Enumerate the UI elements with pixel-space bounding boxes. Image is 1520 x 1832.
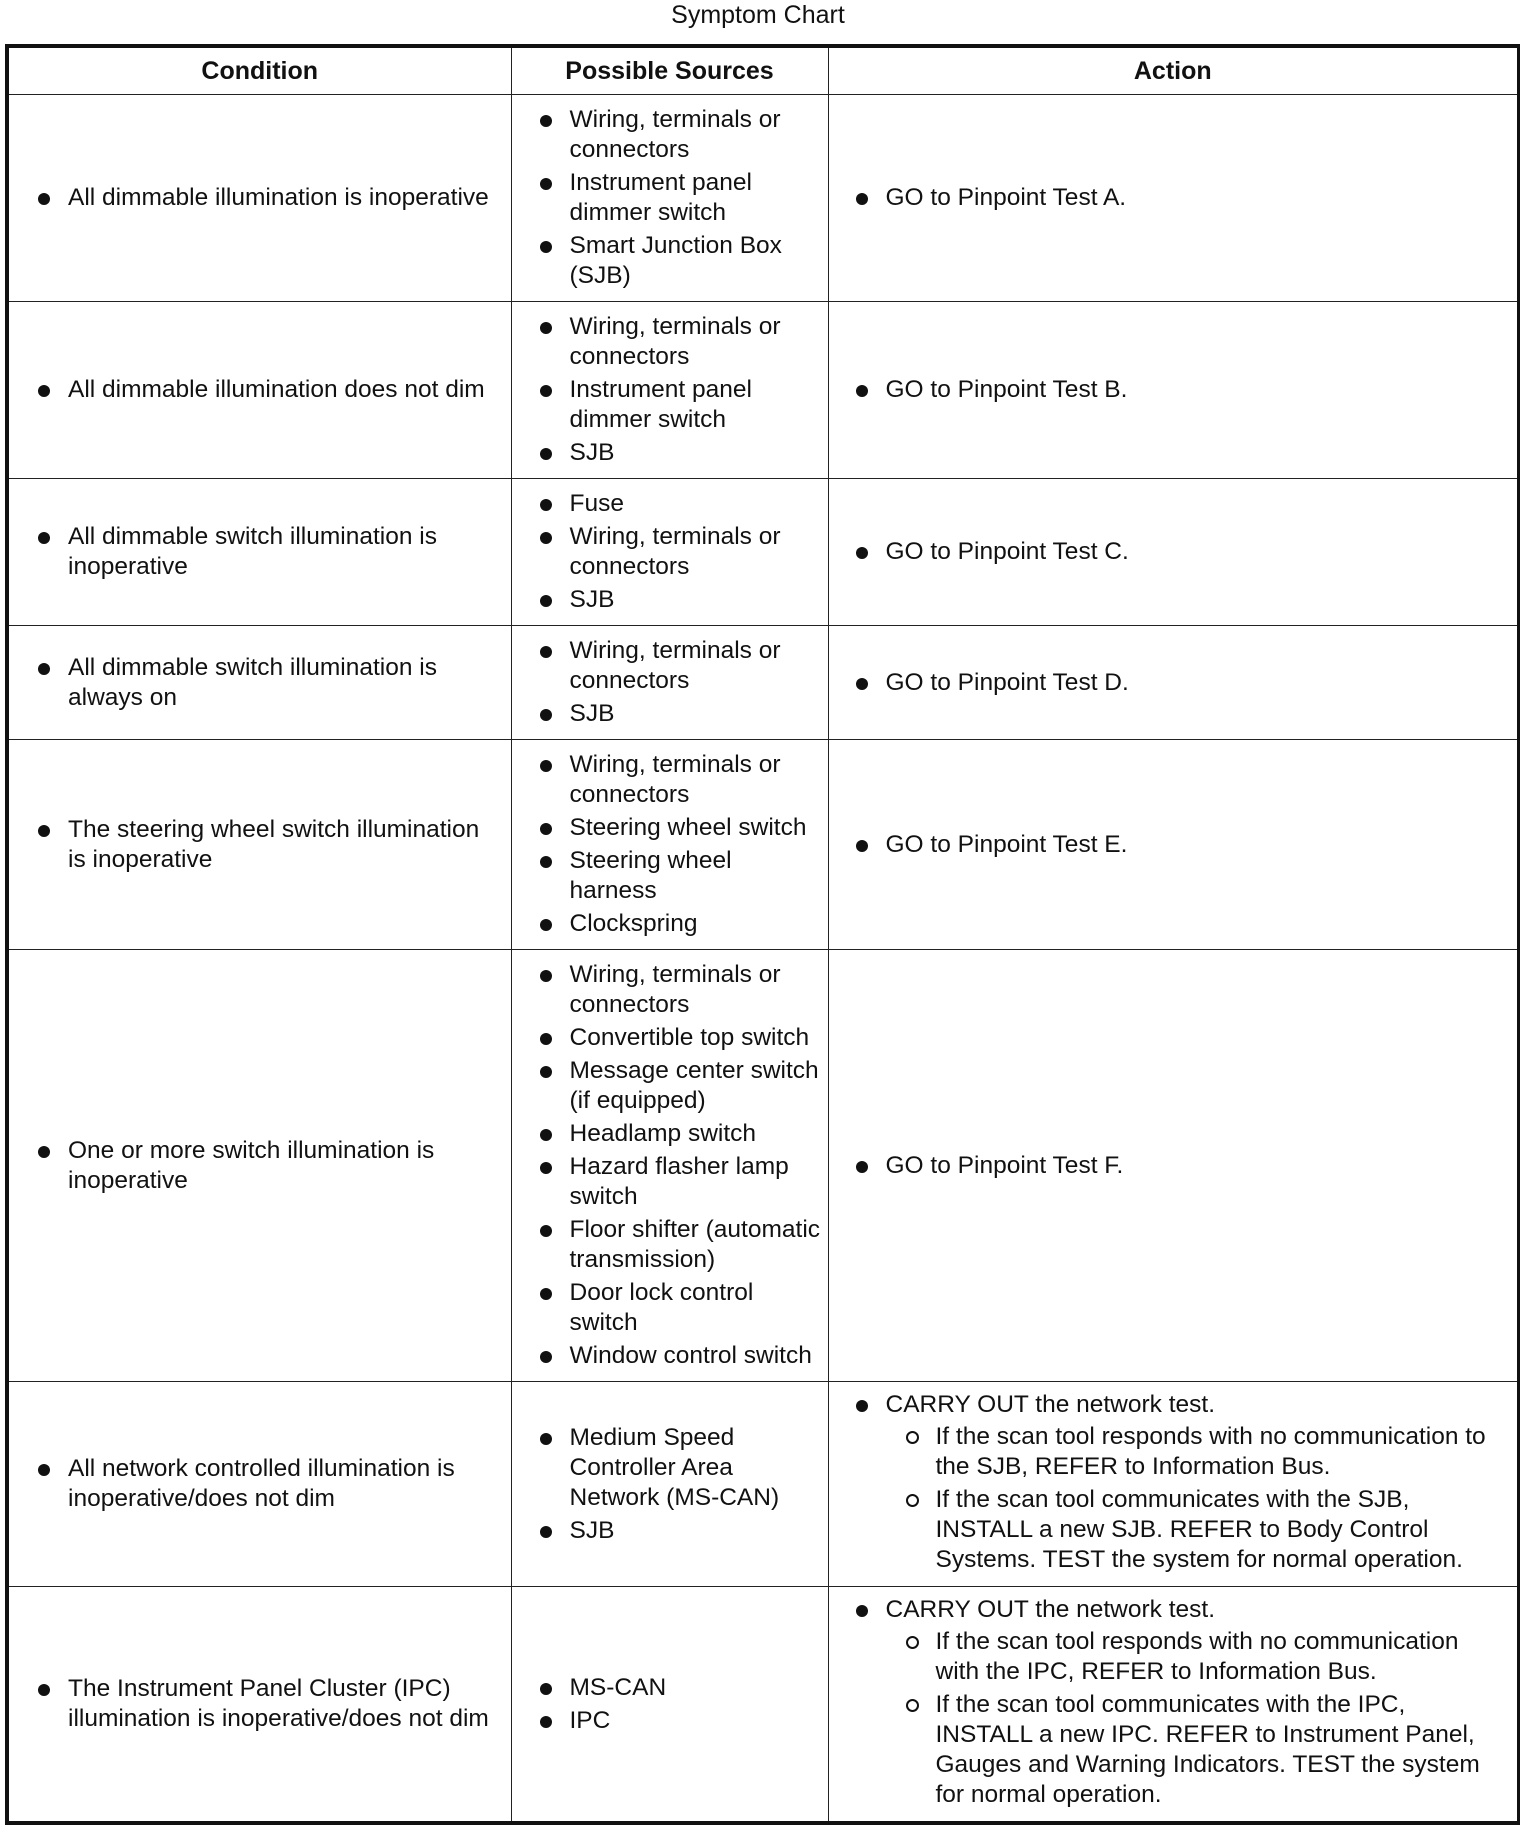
condition-list	[9, 1674, 511, 1734]
table-row	[7, 740, 1519, 950]
condition-item: All dimmable switch illumination is always on	[68, 653, 503, 713]
symptom-table	[5, 44, 1520, 1825]
table-row	[7, 626, 1519, 740]
action-sub-item: If the scan tool responds with no communication with the IPC, REFER to Information Bus.	[936, 1627, 1508, 1687]
source-item: Wiring, terminals or connectors	[570, 750, 822, 810]
condition-cell	[7, 740, 511, 950]
condition-item: All dimmable illumination is inoperative	[68, 183, 503, 213]
action-item	[886, 1151, 1508, 1181]
action-cell	[828, 479, 1519, 626]
condition-item: All dimmable illumination does not dim	[68, 375, 503, 405]
action-list	[829, 1382, 1518, 1586]
condition-list	[9, 815, 511, 875]
action-list	[829, 1143, 1518, 1189]
sources-list	[512, 95, 828, 301]
condition-item: All network controlled illumination is inoperative/does not dim	[68, 1454, 503, 1514]
source-item: SJB	[570, 699, 822, 729]
condition-item: One or more switch illumination is inoperative	[68, 1136, 503, 1196]
condition-list	[9, 522, 511, 582]
action-cell	[828, 95, 1519, 302]
source-item: Hazard flasher lamp switch	[570, 1152, 822, 1212]
sources-list	[512, 302, 828, 478]
action-item	[886, 1390, 1508, 1575]
action-list	[829, 1587, 1518, 1821]
action-text: GO to Pinpoint Test A.	[885, 184, 1127, 211]
possible-sources-cell	[511, 302, 828, 479]
condition-cell	[7, 302, 511, 479]
table-row	[7, 479, 1519, 626]
action-sub-item: If the scan tool responds with no communication to the SJB, REFER to Information Bus.	[936, 1422, 1508, 1482]
action-item	[886, 830, 1508, 860]
action-text: GO to Pinpoint Test D.	[885, 668, 1129, 696]
table-row	[7, 95, 1519, 302]
possible-sources-cell	[511, 950, 828, 1382]
sources-list	[512, 740, 828, 949]
action-sub-list	[886, 1627, 1508, 1810]
source-item: IPC	[570, 1706, 822, 1736]
source-item: Headlamp switch	[570, 1119, 822, 1149]
action-text: GO to Pinpoint Test B.	[885, 376, 1128, 403]
source-item: Smart Junction Box (SJB)	[570, 231, 822, 291]
action-cell	[828, 626, 1519, 740]
source-item: Instrument panel dimmer switch	[570, 375, 822, 435]
action-list	[829, 822, 1518, 868]
action-list	[829, 175, 1518, 221]
action-text: CARRY OUT the network test.	[885, 1596, 1216, 1623]
table-row	[7, 1382, 1519, 1587]
condition-cell	[7, 95, 511, 302]
possible-sources-cell	[511, 479, 828, 626]
header-action: Action	[828, 46, 1519, 95]
source-item: Message center switch (if equipped)	[570, 1056, 822, 1116]
action-item	[886, 668, 1508, 698]
condition-item: The steering wheel switch illumination is inoperative	[68, 815, 503, 875]
condition-cell	[7, 950, 511, 1382]
action-sub-list	[886, 1422, 1508, 1575]
source-item: Wiring, terminals or connectors	[570, 312, 822, 372]
source-item: Clockspring	[570, 909, 822, 939]
source-item: Wiring, terminals or connectors	[570, 105, 822, 165]
action-text: GO to Pinpoint Test F.	[885, 1151, 1124, 1179]
source-item: Medium Speed Controller Area Network (MS-CAN)	[570, 1423, 822, 1513]
header-condition: Condition	[7, 46, 511, 95]
action-sub-item: If the scan tool communicates with the IPC, INSTALL a new IPC. REFER to Instrument Panel, Gauges and Warning Indicators. TEST the system for normal operation.	[936, 1690, 1508, 1810]
action-list	[829, 529, 1518, 575]
action-text: CARRY OUT the network test.	[885, 1391, 1216, 1418]
action-list	[829, 660, 1518, 706]
condition-cell	[7, 479, 511, 626]
condition-item: All dimmable switch illumination is inoperative	[68, 522, 503, 582]
action-cell	[828, 740, 1519, 950]
source-item: Instrument panel dimmer switch	[570, 168, 822, 228]
action-item	[886, 1595, 1508, 1810]
source-item: Door lock control switch	[570, 1278, 822, 1338]
action-cell	[828, 302, 1519, 479]
condition-list	[9, 183, 511, 213]
source-item: SJB	[570, 1516, 822, 1546]
source-item: Fuse	[570, 489, 822, 519]
action-item	[886, 183, 1508, 213]
table-row	[7, 950, 1519, 1382]
source-item: Steering wheel switch	[570, 813, 822, 843]
header-possible-sources: Possible Sources	[511, 46, 828, 95]
action-sub-item: If the scan tool communicates with the SJB, INSTALL a new SJB. REFER to Body Control Systems. TEST the system for normal operation.	[936, 1485, 1508, 1575]
source-item: MS-CAN	[570, 1673, 822, 1703]
source-item: Steering wheel harness	[570, 846, 822, 906]
possible-sources-cell	[511, 1382, 828, 1587]
source-item: Wiring, terminals or connectors	[570, 960, 822, 1020]
source-item: SJB	[570, 585, 822, 615]
table-row	[7, 302, 1519, 479]
chart-title-text: Symptom Chart	[671, 1, 845, 29]
action-cell	[828, 1587, 1519, 1824]
sources-list	[512, 1413, 828, 1556]
table-body	[7, 95, 1519, 1824]
possible-sources-cell	[511, 95, 828, 302]
sources-list	[512, 1663, 828, 1746]
action-text: GO to Pinpoint Test C.	[885, 538, 1129, 565]
action-text: GO to Pinpoint Test E.	[885, 830, 1128, 858]
condition-list	[9, 375, 511, 405]
sources-list	[512, 479, 828, 625]
action-cell	[828, 1382, 1519, 1587]
sources-list	[512, 950, 828, 1381]
possible-sources-cell	[511, 1587, 828, 1824]
condition-list	[9, 653, 511, 713]
action-item	[886, 537, 1508, 567]
header-row	[7, 46, 1519, 95]
source-item: Window control switch	[570, 1341, 822, 1371]
source-item: SJB	[570, 438, 822, 468]
chart-title	[0, 0, 1520, 32]
source-item: Wiring, terminals or connectors	[570, 522, 822, 582]
source-item: Floor shifter (automatic transmission)	[569, 1216, 821, 1273]
action-cell	[828, 950, 1519, 1382]
condition-list	[9, 1136, 511, 1196]
possible-sources-cell	[511, 740, 828, 950]
possible-sources-cell	[511, 626, 828, 740]
action-item	[886, 375, 1508, 405]
sources-list	[512, 626, 828, 739]
condition-item: The Instrument Panel Cluster (IPC) illumination is inoperative/does not dim	[68, 1674, 503, 1734]
condition-cell	[7, 626, 511, 740]
source-item: Convertible top switch	[570, 1023, 822, 1053]
condition-list	[9, 1454, 511, 1514]
condition-cell	[7, 1382, 511, 1587]
condition-cell	[7, 1587, 511, 1824]
table-row	[7, 1587, 1519, 1824]
source-item: Wiring, terminals or connectors	[570, 636, 822, 696]
action-list	[829, 367, 1518, 413]
